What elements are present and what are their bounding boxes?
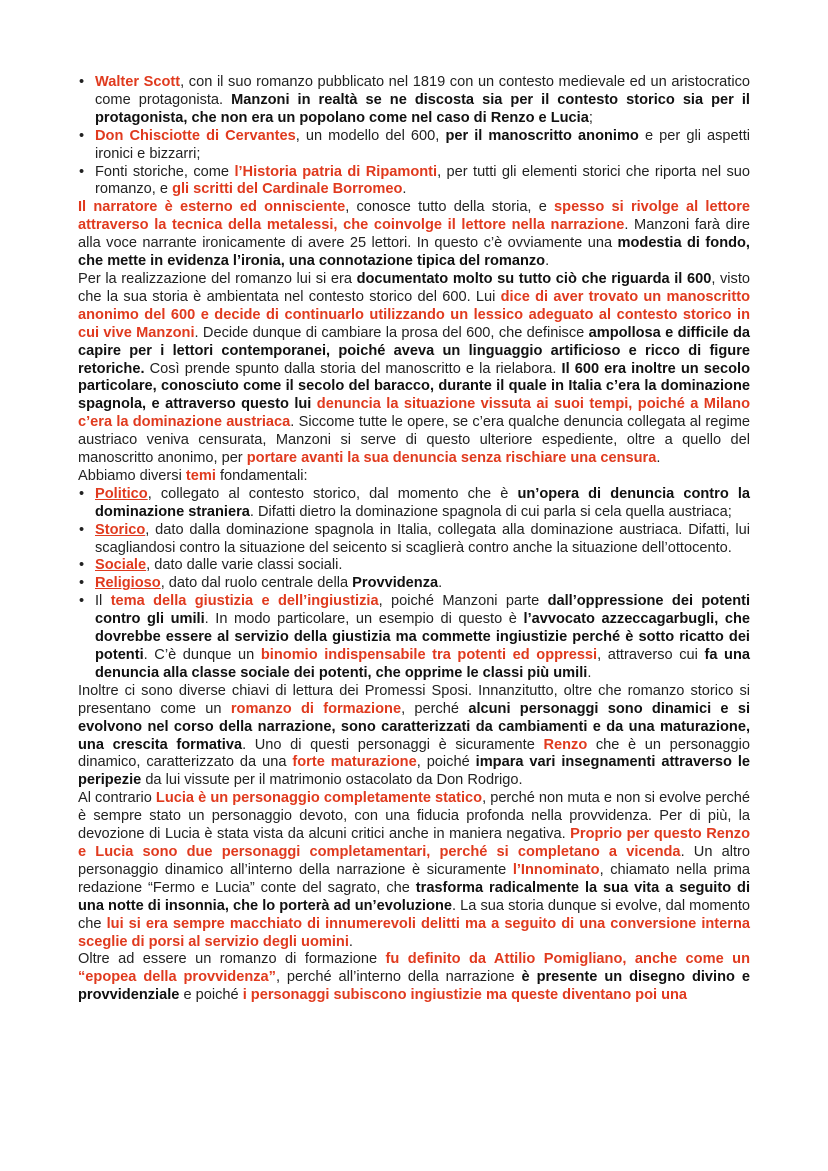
emphasis-text: Walter Scott bbox=[95, 74, 181, 90]
body-text: e per gli aspetti ironici e bizzarri; bbox=[95, 127, 751, 162]
emphasis-text: denuncia la situazione vissuta ai suoi tempi, poiché a Milano c’era la dominazione austriaca bbox=[78, 396, 750, 431]
body-text: fondamentali: bbox=[215, 467, 308, 484]
body-text: , conosce tutto della storia, e bbox=[345, 199, 555, 216]
list-item bbox=[78, 128, 750, 164]
emphasis-text: Don Chisciotte di Cervantes bbox=[95, 127, 296, 144]
body-text: , per tutti gli elementi storici che riporta nel suo romanzo, e bbox=[95, 163, 750, 198]
emphasis-text: Lucia è un personaggio completamente statico bbox=[155, 790, 483, 807]
paragraph bbox=[78, 790, 750, 951]
emphasis-text: portare avanti la sua denuncia senza rischiare una censura bbox=[246, 450, 657, 467]
emphasis-text: impara vari insegnamenti attraverso le peripezie bbox=[78, 754, 751, 789]
emphasis-text: per il manoscritto anonimo bbox=[445, 127, 639, 144]
body-text: , con il suo romanzo pubblicato nel 1819 con un contesto medievale ed un aristocratico come protagonista. bbox=[95, 74, 750, 108]
emphasis-text: gli scritti del Cardinale Borromeo bbox=[172, 181, 403, 198]
body-text: Inoltre ci sono diverse chiavi di lettura dei Promessi Sposi. Innanzitutto, oltre che romanzo storico si presentano come un bbox=[78, 682, 750, 717]
emphasis-text: Il 600 era inoltre un secolo particolare, conosciuto come il secolo del baracco, durante il quale in Italia c’era la dominazione spagnola, e attraverso questo lui bbox=[78, 360, 750, 413]
list-item bbox=[78, 522, 750, 558]
list-item bbox=[78, 74, 750, 128]
body-text: da lui vissute per il matrimonio ostacolato da Don Rodrigo. bbox=[141, 772, 523, 789]
list-item bbox=[78, 557, 750, 575]
paragraph bbox=[78, 951, 750, 1005]
emphasis-text: lui si era sempre macchiato di innumerevoli delitti ma a seguito di una conversione interna sceglie di porsi al servizio degli uomini bbox=[78, 915, 750, 950]
body-text: . Un altro personaggio dinamico all’interno della narrazione è sicuramente bbox=[78, 843, 750, 878]
body-text: . bbox=[348, 933, 353, 950]
emphasis-text: trasforma radicalmente la sua vita a seguito di una notte di insonnia, che lo porterà ad un’evoluzione bbox=[78, 879, 751, 914]
list-item bbox=[78, 575, 750, 593]
body-text: , poiché bbox=[416, 754, 476, 771]
body-text: . bbox=[402, 181, 407, 198]
emphasis-text: Provvidenza bbox=[352, 575, 439, 592]
list-item bbox=[78, 164, 750, 200]
emphasis-text: Proprio per questo Renzo e Lucia sono due personaggi completamentari, perché si completano a vicenda bbox=[78, 826, 750, 860]
body-text: che è un personaggio dinamico, caratterizzato da una bbox=[78, 736, 750, 771]
emphasis-text: Renzo bbox=[543, 736, 588, 753]
emphasis-text: Il narratore è esterno ed onnisciente bbox=[78, 199, 346, 216]
emphasis-text: un’opera di denuncia contro la dominazione straniera bbox=[95, 485, 750, 520]
emphasis-text: modestia di fondo, che mette in evidenza l’ironia, una connotazione tipica del romanzo bbox=[78, 235, 750, 270]
emphasis-text: tema della giustizia e dell’ingiustizia bbox=[110, 593, 379, 610]
emphasis-text: Storico bbox=[95, 521, 146, 538]
body-text: . Difatti dietro la dominazione spagnola di cui parla si cela quella austriaca; bbox=[249, 503, 732, 520]
body-text: , perché all’interno della narrazione bbox=[275, 969, 522, 986]
emphasis-text: dall’oppressione dei potenti contro gli umili bbox=[95, 593, 751, 628]
body-text: , un modello del 600, bbox=[295, 127, 446, 144]
body-text: , visto che la sua storia è ambientata nel contesto storico del 600. Lui bbox=[78, 270, 750, 305]
paragraph bbox=[78, 199, 750, 271]
body-text: Al contrario bbox=[78, 790, 156, 807]
emphasis-text: l’avvocato azzeccagarbugli, che dovrebbe essere al servizio della giustizia ma commette ingiustizie perché è sotto ricatto dei potenti bbox=[95, 611, 750, 663]
emphasis-text: spesso si rivolge al lettore attraverso la tecnica della metalessi, che coinvolge il lettore nella narrazione bbox=[78, 199, 751, 234]
body-text: , dato dal ruolo centrale della bbox=[160, 575, 353, 592]
body-text: ; bbox=[588, 109, 593, 126]
bullet-list bbox=[78, 486, 750, 683]
body-text: Per la realizzazione del romanzo lui si era bbox=[78, 270, 357, 287]
body-text: , poiché Manzoni parte bbox=[378, 593, 548, 610]
emphasis-text: Religioso bbox=[95, 575, 161, 592]
emphasis-text: fu definito da Attilio Pomigliano, anche come un “epopea della provvidenza” bbox=[78, 951, 750, 986]
body-text: . Manzoni farà dire alla voce narrante ironicamente di avere 25 lettori. In questo c’è ovviamente una bbox=[78, 217, 750, 252]
body-text: , chiamato nella prima redazione “Fermo e Lucia” conte del sagrato, che bbox=[78, 861, 750, 896]
emphasis-text: forte maturazione bbox=[292, 754, 417, 771]
list-item bbox=[78, 486, 750, 522]
bullet-list bbox=[78, 74, 750, 199]
emphasis-text: l’Historia patria di Ripamonti bbox=[234, 163, 438, 180]
emphasis-text: Politico bbox=[95, 485, 148, 502]
emphasis-text: dice di aver trovato un manoscritto anonimo del 600 e decide di continuarlo utilizzando un lessico adeguato al contesto storico in cui vive Manzoni bbox=[78, 288, 750, 341]
emphasis-text: Sociale bbox=[95, 557, 147, 574]
emphasis-text: è presente un disegno divino e provvidenziale bbox=[78, 969, 750, 1004]
body-text: , dato dalla dominazione spagnola in Italia, collegata alla dominazione austriaca. Difatti, lui scagliandosi contro la situazione del seicento si scaglierà contro anche la situazione dell’ottocento. bbox=[95, 521, 750, 556]
paragraph bbox=[78, 271, 750, 468]
emphasis-text: l’Innominato bbox=[512, 861, 600, 878]
paragraph bbox=[78, 683, 750, 790]
body-text: , attraverso cui bbox=[597, 647, 705, 663]
body-text: e poiché bbox=[179, 987, 243, 1004]
body-text: , collegato al contesto storico, dal momento che è bbox=[147, 485, 518, 502]
body-text: . In modo particolare, un esempio di questo è bbox=[204, 611, 524, 628]
body-text: Abbiamo diversi bbox=[78, 467, 186, 484]
body-text: Così prende spunto dalla storia del manoscritto e la rielabora. bbox=[144, 360, 562, 377]
paragraph bbox=[78, 468, 750, 486]
emphasis-text: romanzo di formazione bbox=[230, 700, 402, 717]
body-text: , perché bbox=[401, 700, 469, 717]
emphasis-text: alcuni personaggi sono dinamici e si evolvono nel corso della narrazione, sono caratterizzati da cambiamenti e da una maturazione, una crescita formativa bbox=[78, 700, 751, 753]
body-text: Il bbox=[95, 593, 111, 610]
body-text: . bbox=[438, 575, 443, 592]
body-text: Fonti storiche, come bbox=[95, 163, 235, 180]
body-text: Oltre ad essere un romanzo di formazione bbox=[78, 951, 386, 968]
body-text: . bbox=[587, 664, 592, 681]
emphasis-text: binomio indispensabile tra potenti ed oppressi bbox=[260, 647, 598, 663]
body-text: . bbox=[545, 253, 550, 270]
body-text: . La sua storia dunque si evolve, dal momento che bbox=[78, 897, 750, 932]
emphasis-text: documentato molto su tutto ciò che riguarda il 600 bbox=[356, 270, 712, 287]
emphasis-text: ampollosa e difficile da capire per i lettori contemporanei, poiché aveva un linguaggio artificioso e ricco di figure retoriche. bbox=[78, 324, 751, 377]
body-text: . Uno di questi personaggi è sicuramente bbox=[242, 736, 544, 753]
body-text: . Siccome tutte le opere, se c’era qualche denuncia collegata al regime austriaco veniva censurata, Manzoni si serve di questo ulteriore espediente, oltre a quello del manoscritto anonimo, per bbox=[78, 414, 750, 467]
body-text: , dato dalle varie classi sociali. bbox=[146, 557, 343, 574]
emphasis-text: temi bbox=[185, 467, 216, 484]
body-text: . C’è dunque un bbox=[143, 647, 261, 663]
body-text: . bbox=[656, 450, 661, 467]
emphasis-text: i personaggi subiscono ingiustizie ma queste diventano poi una bbox=[242, 987, 688, 1004]
body-text: , perché non muta e non si evolve perché è sempre stato un personaggio devoto, con una fiducia profonda nella provvidenza. Per di più, la devozione di Lucia è stata vista da alcuni critici anche in maniera negativa. bbox=[78, 790, 750, 843]
body-text: . Decide dunque di cambiare la prosa del 600, che definisce bbox=[194, 324, 589, 341]
list-item bbox=[78, 593, 750, 683]
emphasis-text: fa una denuncia alla classe sociale dei potenti, che opprime le classi più umili bbox=[95, 647, 750, 681]
emphasis-text: Manzoni in realtà se ne discosta sia per il contesto storico sia per il protagonista, che non era un popolano come nel caso di Renzo e Lucia bbox=[95, 91, 750, 126]
